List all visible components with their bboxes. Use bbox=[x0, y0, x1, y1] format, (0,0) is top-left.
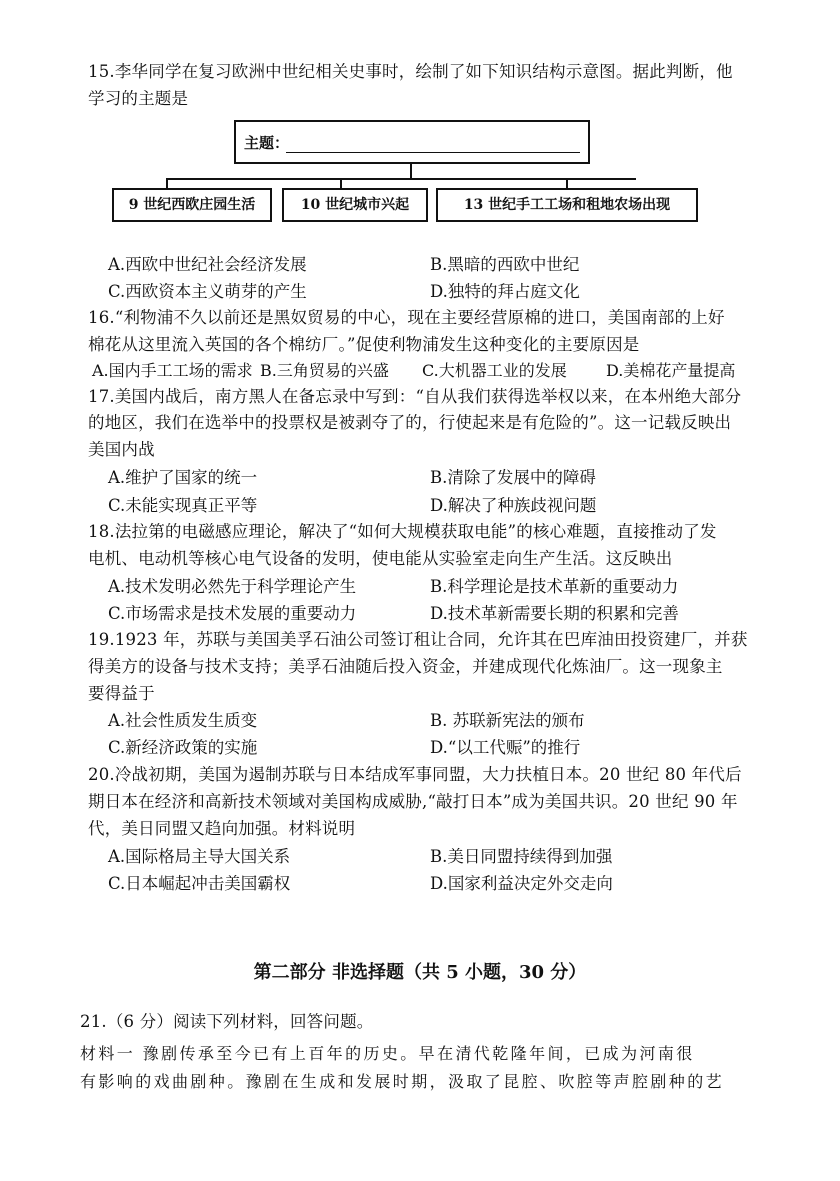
q15-option-b: B.黑暗的西欧中世纪 bbox=[430, 255, 580, 274]
q18-option-b: B.科学理论是技术革新的重要动力 bbox=[430, 577, 679, 596]
q17-option-c: C.未能实现真正平等 bbox=[108, 496, 258, 515]
diagram-box-manor-life: 9 世纪西欧庄园生活 bbox=[112, 188, 272, 222]
q20-option-c: C.日本崛起冲击美国霸权 bbox=[108, 874, 291, 893]
q20-option-b: B.美日同盟持续得到加强 bbox=[430, 847, 613, 866]
q21-material-line1: 材料一 豫剧传承至今已有上百年的历史。早在清代乾隆年间，已成为河南很 bbox=[80, 1044, 695, 1063]
q15-knowledge-diagram bbox=[110, 118, 700, 228]
q18-option-d: D.技术革新需要长期的积累和完善 bbox=[430, 604, 679, 623]
diagram-box-workshops-farms: 13 世纪手工工场和租地农场出现 bbox=[436, 188, 698, 222]
q19-stem-line1: 19.1923 年，苏联与美国美孚石油公司签订租让合同，允许其在巴库油田投资建厂，并获 bbox=[88, 630, 748, 649]
q17-stem-line1: 17.美国内战后，南方黑人在备忘录中写到：“自从我们获得选举权以来，在本州绝大部分 bbox=[88, 387, 742, 406]
q20-stem-line1: 20.冷战初期，美国为遏制苏联与日本结成军事同盟，大力扶植日本。20 世纪 80 年代后 bbox=[88, 765, 742, 784]
diagram-connector-vertical bbox=[410, 164, 412, 178]
diagram-connector-drop bbox=[340, 178, 342, 188]
q17-stem-line3: 美国内战 bbox=[88, 440, 155, 459]
q15-option-d: D.独特的拜占庭文化 bbox=[430, 282, 580, 301]
q17-option-b: B.清除了发展中的障碍 bbox=[430, 468, 596, 487]
q15-option-a: A.西欧中世纪社会经济发展 bbox=[108, 255, 307, 274]
diagram-connector-drop bbox=[166, 178, 168, 188]
q20-stem-line3: 代，美日同盟又趋向加强。材料说明 bbox=[88, 819, 356, 838]
q15-option-c: C.西欧资本主义萌芽的产生 bbox=[108, 282, 307, 301]
q16-option-a: A.国内手工工场的需求 bbox=[92, 361, 253, 380]
q19-stem-line2: 得美方的设备与技术支持；美孚石油随后投入资金，并建成现代化炼油厂。这一现象主 bbox=[88, 657, 723, 676]
q19-option-b: B. 苏联新宪法的颁布 bbox=[430, 711, 585, 730]
q16-stem-line2: 棉花从这里流入英国的各个棉纺厂。”促使利物浦发生这种变化的主要原因是 bbox=[88, 335, 640, 354]
q20-option-a: A.国际格局主导大国关系 bbox=[108, 847, 291, 866]
q16-stem-line1: 16.“利物浦不久以前还是黑奴贸易的中心，现在主要经营原棉的进口，美国南部的上好 bbox=[88, 308, 725, 327]
q17-option-d: D.解决了种族歧视问题 bbox=[430, 496, 597, 515]
q18-stem-line1: 18.法拉第的电磁感应理论，解决了“如何大规模获取电能”的核心难题，直接推动了发 bbox=[88, 522, 717, 541]
q19-option-d: D.“以工代赈”的推行 bbox=[430, 738, 581, 757]
diagram-box-city-rise: 10 世纪城市兴起 bbox=[282, 188, 428, 222]
q21-intro: 21.（6 分）阅读下列材料，回答问题。 bbox=[80, 1012, 374, 1031]
diagram-connector-drop bbox=[566, 178, 568, 188]
q18-option-c: C.市场需求是技术发展的重要动力 bbox=[108, 604, 357, 623]
q18-option-a: A.技术发明必然先于科学理论产生 bbox=[108, 577, 357, 596]
q17-option-a: A.维护了国家的统一 bbox=[108, 468, 258, 487]
section2-title: 第二部分 非选择题（共 5 小题，30 分） bbox=[253, 962, 587, 983]
diagram-topic-blank bbox=[286, 152, 580, 153]
q19-stem-line3: 要得益于 bbox=[88, 684, 155, 703]
q21-material-line2: 有影响的戏曲剧种。豫剧在生成和发展时期，汲取了昆腔、吹腔等声腔剧种的艺 bbox=[80, 1072, 725, 1091]
q17-stem-line2: 的地区，我们在选举中的投票权是被剥夺了的，行使起来是有危险的”。这一记载反映出 bbox=[88, 413, 732, 432]
diagram-topic-label: 主题： bbox=[244, 134, 290, 152]
q20-option-d: D.国家利益决定外交走向 bbox=[430, 874, 613, 893]
q15-stem-line1: 15.李华同学在复习欧洲中世纪相关史事时，绘制了如下知识结构示意图。据此判断，他 bbox=[88, 62, 733, 81]
q15-stem-line2: 学习的主题是 bbox=[88, 89, 189, 108]
q16-option-c: C.大机器工业的发展 bbox=[422, 361, 567, 380]
q16-option-b: B.三角贸易的兴盛 bbox=[260, 361, 389, 380]
q20-stem-line2: 期日本在经济和高新技术领域对美国构成威胁,“敲打日本”成为美国共识。20 世纪 90 年 bbox=[88, 792, 738, 811]
diagram-topic-box bbox=[234, 120, 590, 164]
q18-stem-line2: 电机、电动机等核心电气设备的发明，使电能从实验室走向生产生活。这反映出 bbox=[88, 549, 673, 568]
q19-option-c: C.新经济政策的实施 bbox=[108, 738, 258, 757]
q19-option-a: A.社会性质发生质变 bbox=[108, 711, 258, 730]
q16-option-d: D.美棉花产量提高 bbox=[606, 361, 736, 380]
